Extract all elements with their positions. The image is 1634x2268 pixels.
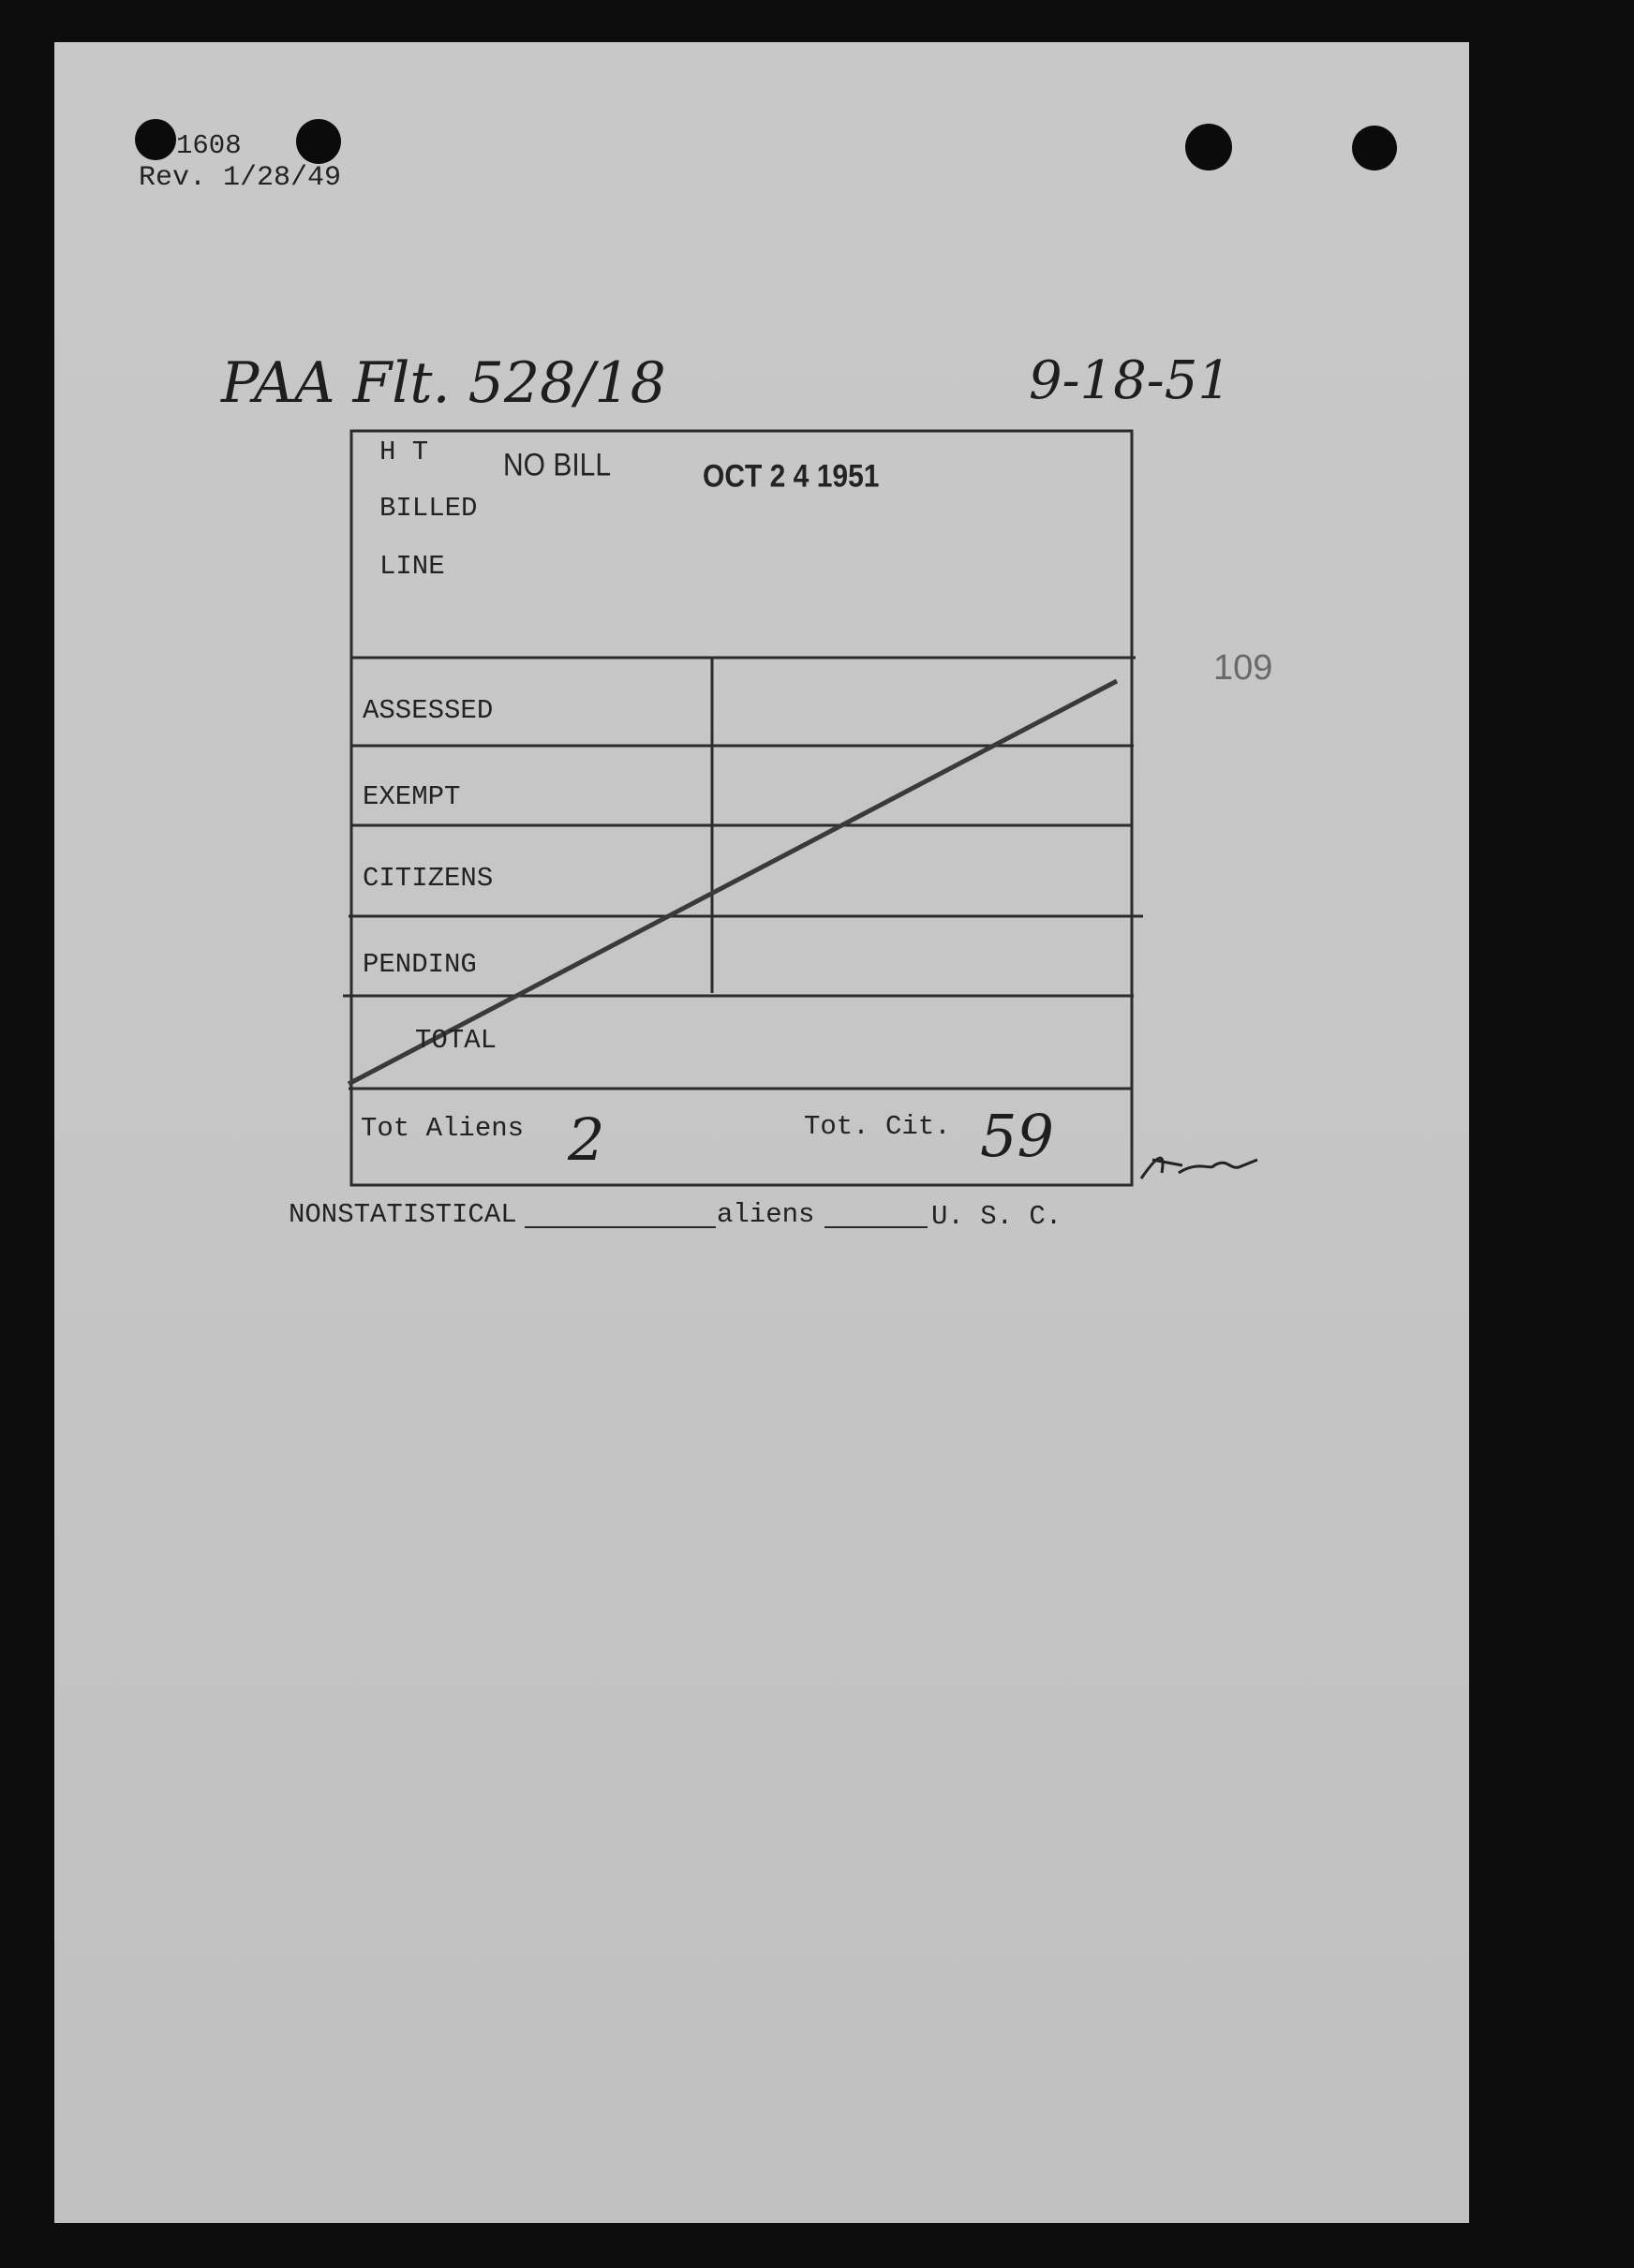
row-total: TOTAL (415, 1025, 498, 1056)
usc-label: U. S. C. (931, 1201, 1062, 1232)
form-box-border (351, 431, 1132, 1185)
form-number: 1608 (176, 130, 242, 161)
tot-aliens-label: Tot Aliens (361, 1113, 525, 1144)
row-pending: PENDING (363, 949, 477, 980)
page-number: 109 (1213, 648, 1273, 688)
tot-cit-label: Tot. Cit. (804, 1111, 951, 1142)
aliens-label: aliens (717, 1199, 815, 1230)
row-assessed: ASSESSED (363, 695, 494, 726)
label-billed: BILLED (379, 493, 478, 524)
date-handwriting: 9-18-51 (1029, 350, 1231, 411)
form-revision: Rev. 1/28/49 (139, 162, 342, 194)
initials-text (1137, 1141, 1226, 1184)
stamp-no-bill: NO BILL (503, 447, 612, 483)
label-ht: H T (379, 437, 429, 467)
row-exempt: EXEMPT (363, 781, 461, 812)
label-line: LINE (379, 551, 445, 582)
stamp-date: OCT 2 4 1951 (703, 458, 880, 495)
nonstatistical-label: NONSTATISTICAL (289, 1199, 517, 1230)
tot-cit-value: 59 (980, 1102, 1054, 1170)
row-citizens: CITIZENS (363, 863, 494, 894)
tot-aliens-value: 2 (568, 1105, 605, 1174)
flight-handwriting: PAA Flt. 528/18 (221, 350, 666, 416)
